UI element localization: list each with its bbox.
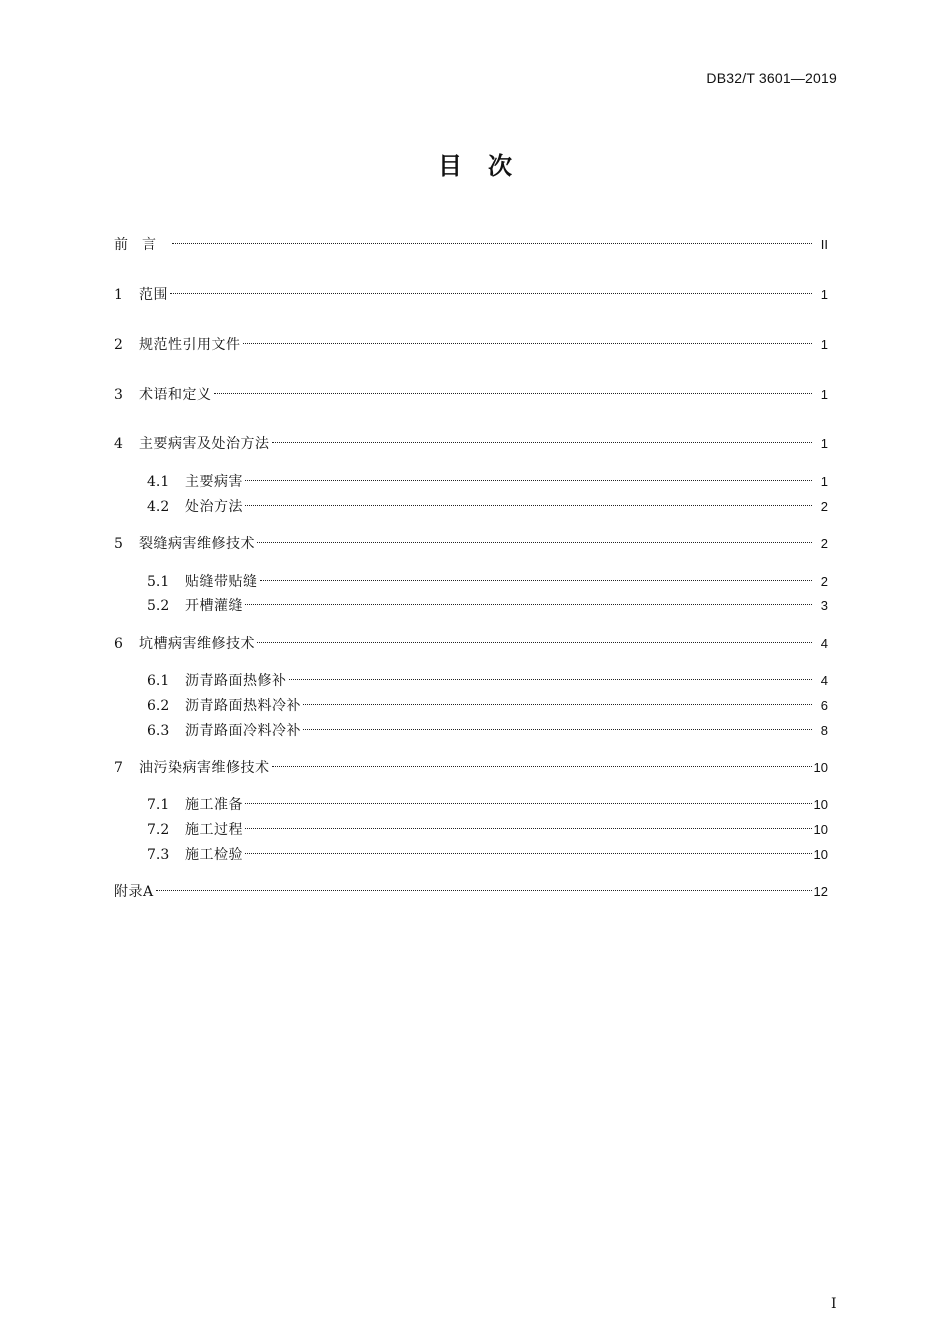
toc-leader-dots [170,279,812,299]
toc-entry-label: 前言 [114,237,170,253]
toc-entry-number: 4.1 [147,474,170,490]
toc-entry-page: 10 [813,760,828,775]
toc-entry-page: 4 [820,636,828,651]
toc-entry-page: 1 [820,337,828,352]
toc-entry-appendix-a[interactable] [114,876,828,900]
page-number: I [831,1296,837,1312]
toc-leader-dots [245,466,812,486]
toc-leader-dots [245,590,812,610]
toc-entry-page: 10 [813,822,828,837]
toc-entry-2[interactable] [114,329,828,353]
toc-entry-label: 施工检验 [185,847,243,863]
toc-entry-page: 6 [820,698,828,713]
toc-entry-page: 3 [820,598,828,613]
toc-entry-7-2[interactable] [147,814,828,838]
toc-entry-1[interactable] [114,279,828,303]
toc-entry-page: 2 [820,574,828,589]
toc-entry-number: 7.1 [147,797,170,813]
toc-entry-label: 沥青路面冷料冷补 [185,723,301,739]
toc-leader-dots [272,428,813,448]
toc-entry-page: 2 [820,536,828,551]
toc-entry-label: 处治方法 [185,499,243,515]
toc-entry-number: 7.2 [147,822,170,838]
toc-entry-number: 4 [114,436,123,452]
toc-entry-page: 4 [820,673,828,688]
toc-entry-page: 1 [820,387,828,402]
toc-entry-page: II [820,237,828,252]
toc-entry-6-1[interactable] [147,665,828,689]
toc-entry-5-2[interactable] [147,590,828,614]
toc-entry-6-2[interactable] [147,690,828,714]
toc-entry-number: 2 [114,337,123,353]
toc-leader-dots [260,566,813,586]
toc-entry-4-1[interactable] [147,466,828,490]
toc-entry-page: 2 [820,499,828,514]
toc-entry-6-3[interactable] [147,715,828,739]
toc-entry-number: 6.2 [147,698,170,714]
toc-entry-number: 6.1 [147,673,170,689]
toc-leader-dots [303,715,812,735]
toc-leader-dots [172,229,812,249]
toc-entry-label: 术语和定义 [139,387,212,403]
toc-entry-label: 坑槽病害维修技术 [139,636,255,652]
toc-entry-4-2[interactable] [147,491,828,515]
toc-entry-label: 油污染病害维修技术 [139,760,270,776]
toc-leader-dots [156,876,812,896]
toc-entry-label: 裂缝病害维修技术 [139,536,255,552]
toc-entry-label: 沥青路面热修补 [185,673,287,689]
toc-entry-number: 5.2 [147,598,170,614]
toc-entry-label: 施工准备 [185,797,243,813]
toc-entry-label: 主要病害 [185,474,243,490]
toc-entry-page: 1 [820,287,828,302]
toc-entry-page: 1 [820,436,828,451]
toc-entry-number: 7 [114,760,123,776]
toc-entry-label: 施工过程 [185,822,243,838]
toc-entry-label: 开槽灌缝 [185,598,243,614]
toc-leader-dots [272,752,812,772]
toc-entry-page: 10 [813,797,828,812]
toc-leader-dots [245,839,812,859]
toc-entry-page: 8 [820,723,828,738]
toc-entry-page: 12 [813,884,828,899]
toc-entry-label: 贴缝带贴缝 [185,574,258,590]
toc-entry-5[interactable] [114,528,828,552]
toc-entry-7-1[interactable] [147,789,828,813]
toc-entry-label: 主要病害及处治方法 [139,436,270,452]
toc-leader-dots [257,628,812,648]
toc-leader-dots [245,814,812,834]
toc-entry-number: 1 [114,287,123,303]
toc-leader-dots [257,528,812,548]
toc-entry-number: 6 [114,636,123,652]
toc-entry-page: 1 [820,474,828,489]
toc-entry-4[interactable] [114,428,828,452]
toc-entry-3[interactable] [114,379,828,403]
toc-leader-dots [289,665,813,685]
toc-entry-5-1[interactable] [147,566,828,590]
toc-entry-7[interactable] [114,752,828,776]
toc-entry-number: 4.2 [147,499,170,515]
toc-entry-number: 6.3 [147,723,170,739]
document-code: DB32/T 3601—2019 [706,70,837,86]
toc-entry-number: 7.3 [147,847,170,863]
toc-entry-number: 5.1 [147,574,170,590]
page-title: 目次 [438,152,538,180]
toc-entry-label: 范围 [139,287,168,303]
toc-entry-label: 沥青路面热料冷补 [185,698,301,714]
toc-entry-preface[interactable] [114,229,828,253]
toc-leader-dots [214,379,813,399]
toc-entry-page: 10 [813,847,828,862]
toc-entry-label: 规范性引用文件 [139,337,241,353]
toc-leader-dots [245,789,812,809]
toc-entry-label: 附录A [114,884,154,900]
toc-entry-6[interactable] [114,628,828,652]
toc-leader-dots [303,690,812,710]
toc-entry-number: 5 [114,536,123,552]
toc-leader-dots [245,491,812,511]
toc-entry-7-3[interactable] [147,839,828,863]
toc-leader-dots [243,329,813,349]
toc-entry-number: 3 [114,387,123,403]
